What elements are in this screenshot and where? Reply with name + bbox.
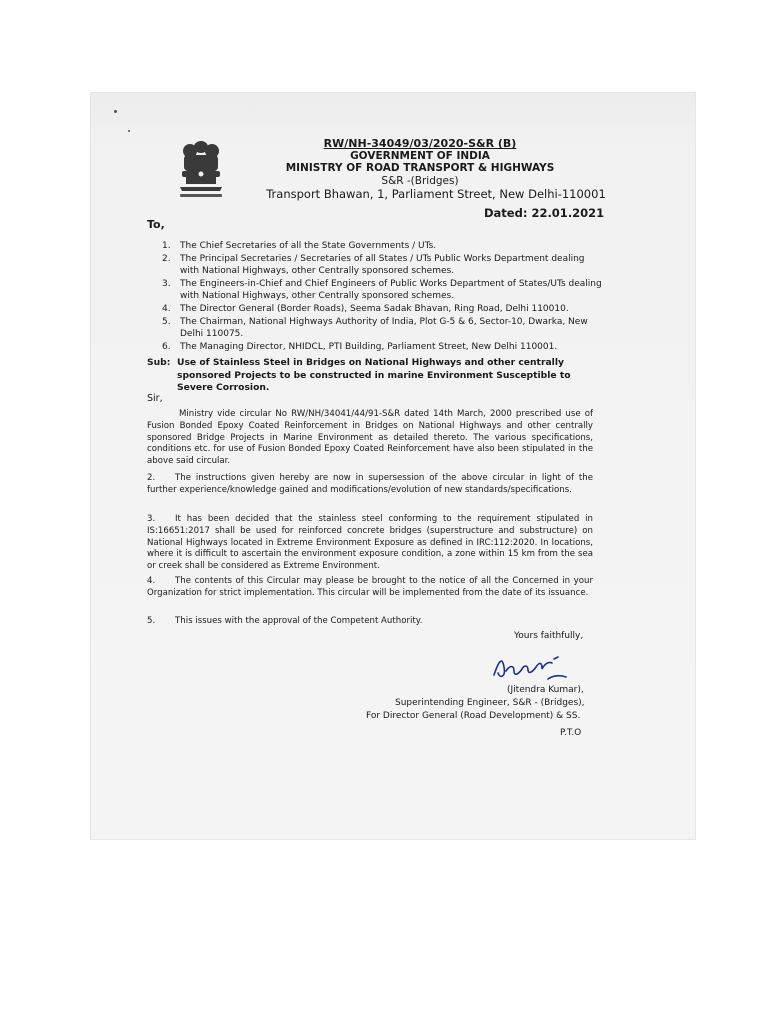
subject-line (147, 357, 597, 395)
ministry-heading: MINISTRY OF ROAD TRANSPORT & HIGHWAYS (285, 162, 555, 174)
paragraph-number: 3. (147, 514, 156, 524)
list-number: 5. (162, 316, 171, 327)
list-number: 2. (162, 253, 171, 264)
national-emblem-icon (166, 135, 236, 203)
paragraph-text: The contents of this Circular may please be brought to the notice of all the Concerned in your Organization for strict implementation. This circular will be implemented from the date of its issuance. (147, 576, 593, 598)
closing-phrase: Yours faithfully, (514, 631, 584, 641)
paragraph-text: It has been decided that the stainless steel conforming to the requirement stipulated in IS:16651:2017 shall be used for reinforced concrete bridges (superstructure and substructure) on National Highways located in Extreme Environment Exposure as defined in IRC:112:2020. In locations, where it is difficult to ascertain the environment exposure condition, a zone within 15 km from the sea or creek shall be considered as Extreme Environment. (147, 514, 593, 572)
recipient-text: The Chairman, National Highways Authority of India, Plot G-5 & 6, Sector-10, Dwarka, New Delhi 110075. (180, 316, 588, 340)
list-number: 1. (162, 241, 171, 251)
paragraph-5 (147, 616, 593, 628)
paragraph-text: This issues with the approval of the Competent Authority. (175, 616, 423, 626)
recipient-text: The Managing Director, NHIDCL, PTI Building, Parliament Street, New Delhi 110001. (180, 341, 558, 352)
list-item (162, 240, 602, 253)
list-item (162, 303, 602, 316)
handwritten-signature (488, 645, 572, 685)
paragraph-text: Ministry vide circular No RW/NH/34041/44/91-S&R dated 14th March, 2000 prescribed use of Fusion Bonded Epoxy Coated Reinforcement in Bridges on National Highways and other centrally sponsored Bridge Projects in Marine Environment as detailed thereto. The various specifications, conditions etc. for use of Fusion Bonded Epoxy Coated Reinforcement have also been stipulated in the above said circular. (147, 409, 593, 467)
paragraph-number: 4. (147, 576, 156, 586)
signer-designation: Superintending Engineer, S&R - (Bridges), (395, 698, 585, 708)
list-item (162, 316, 602, 341)
list-number: 3. (162, 278, 171, 289)
issue-date: Dated: 22.01.2021 (484, 206, 605, 220)
paragraph-3 (147, 514, 593, 573)
paragraph-4 (147, 576, 593, 600)
signer-name: (Jitendra Kumar), (507, 685, 584, 695)
office-address: Transport Bhawan, 1, Parliament Street, New Delhi-110001 (266, 187, 606, 201)
scan-speck (114, 110, 117, 113)
subject-text: Use of Stainless Steel in Bridges on National Highways and other centrally sponsored Projects to be constructed in marine Environment Susceptible to Severe Corrosion. (177, 357, 571, 393)
recipient-text: The Chief Secretaries of all the State Governments / UTs. (180, 241, 437, 251)
please-turn-over: P.T.O (560, 728, 582, 738)
list-item (162, 341, 602, 354)
paragraph-1 (147, 409, 593, 468)
government-heading: GOVERNMENT OF INDIA (350, 150, 490, 162)
paragraph-number: 5. (147, 616, 156, 626)
recipient-text: The Principal Secretaries / Secretaries of all States / UTs Public Works Department dealing with National Highways, other Centrally sponsored schemes. (180, 253, 585, 277)
paragraph-text: The instructions given hereby are now in supersession of the above circular in light of the further experience/knowledge gained and modifications/evolution of new standards/specifications. (147, 473, 593, 495)
signer-on-behalf-of: For Director General (Road Development) & SS. (366, 711, 581, 721)
list-number: 4. (162, 303, 171, 314)
recipient-text: The Engineers-in-Chief and Chief Engineers of Public Works Department of States/UTs dealing with National Highways, other Centrally sponsored schemes. (180, 278, 602, 302)
addressee-label: To, (147, 218, 165, 231)
paragraph-2 (147, 473, 593, 497)
salutation: Sir, (147, 393, 163, 404)
list-number: 6. (162, 341, 171, 352)
recipient-text: The Director General (Border Roads), Seema Sadak Bhavan, Ring Road, Delhi 110010. (180, 303, 569, 314)
paragraph-number: 2. (147, 473, 156, 483)
subject-label: Sub: (147, 357, 171, 368)
recipient-list (162, 240, 602, 353)
scan-speck (128, 130, 130, 132)
reference-number: RW/NH-34049/03/2020-S&R (B) (323, 137, 517, 150)
list-item (162, 253, 602, 278)
list-item (162, 278, 602, 303)
section-name: S&R -(Bridges) (381, 175, 459, 187)
